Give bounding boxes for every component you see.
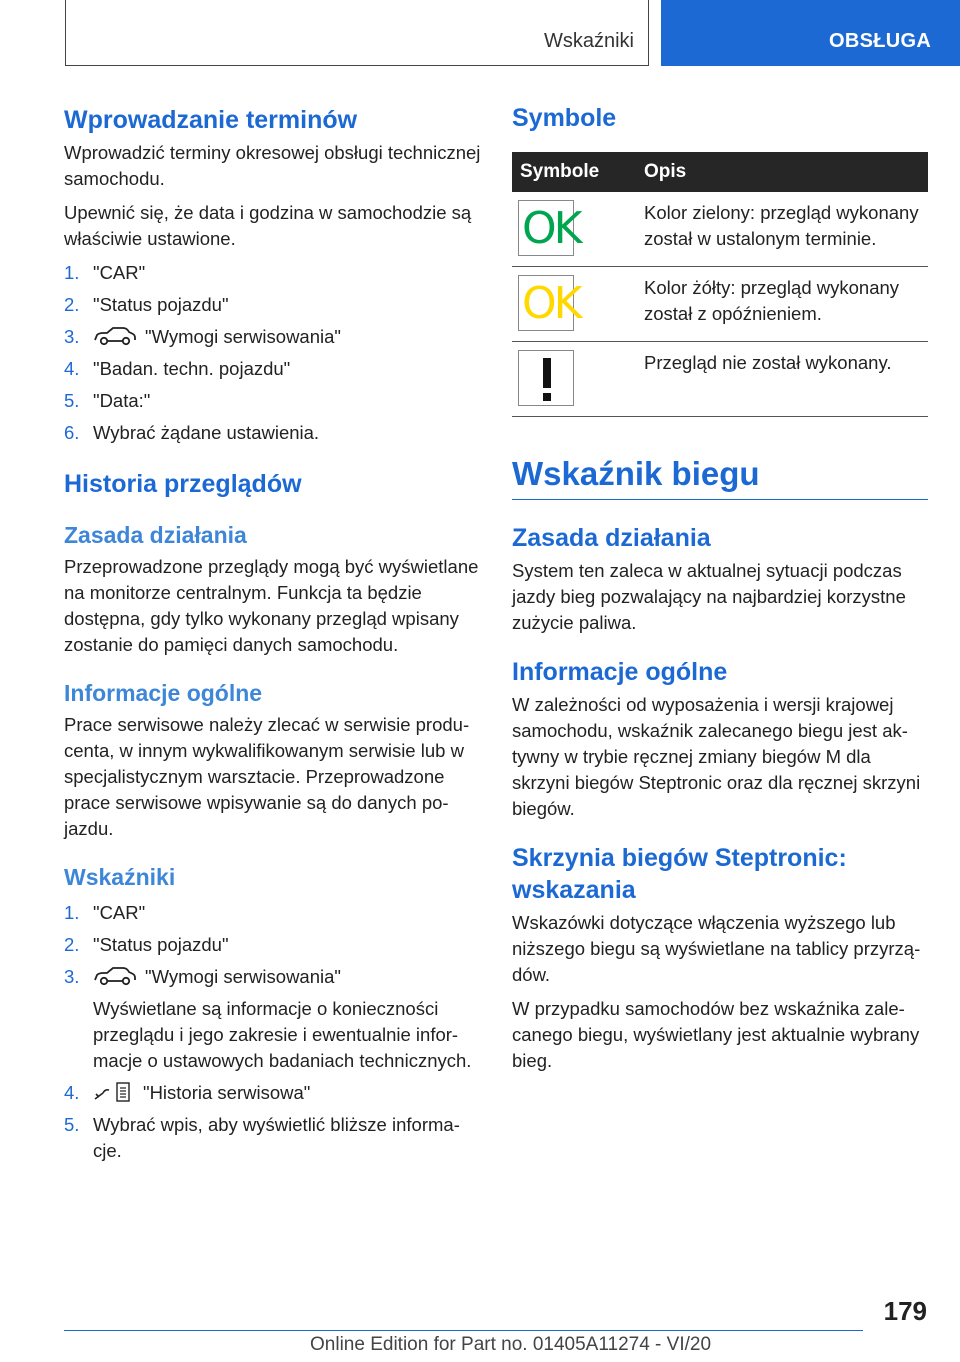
table-cell-desc: Przegląd nie został wykonany. xyxy=(636,342,928,417)
footer-edition: Online Edition for Part no. 01405A11274 - VI/20 xyxy=(310,1334,712,1355)
heading-symbole: Symbole xyxy=(512,104,617,132)
header-chapter-box xyxy=(661,0,960,66)
table-cell-desc: Kolor zielony: przegląd wykonany został w ustalonym terminie. xyxy=(636,192,928,267)
list-item: 3. "Wymogi serwisowania" Wyświetlane są informacje o konieczności przeglądu i jego zakresie i ewentualnie informacje o ustawowych badaniach technicznych. xyxy=(64,964,482,1074)
table-header-opis: Opis xyxy=(636,152,928,192)
heading-historia: Historia przeglądów xyxy=(64,470,302,498)
paragraph-wprowadzanie-1: Wprowadzić terminy okresowej obsługi technicznej samochodu. xyxy=(64,142,481,189)
car-icon xyxy=(93,966,137,986)
paragraph-skrzynia-2: W przypadku samochodów bez wskaźnika zalecanego biegu, wyświetlany jest aktualnie wybrany bieg. xyxy=(512,998,920,1071)
list-item: 4. "Historia serwisowa" xyxy=(64,1082,311,1103)
paragraph-zasada-biegu: System ten zaleca w aktualnej sytuacji podczas jazdy bieg pozwalający na najbardziej korzystne zużycie paliwa. xyxy=(512,560,906,633)
paragraph-skrzynia-1: Wskazówki dotyczące włączenia wyższego lub niższego biegu są wyświetlane na tablicy przyrządów. xyxy=(512,912,921,985)
list-item: 4. "Badan. techn. pojazdu" xyxy=(64,358,291,379)
paragraph-informacje: Prace serwisowe należy zlecać w serwisie producenta, w innym wykwalifikowanym serwisie lub w specjalistycznym warsztacie. Przeprowadzone prace serwisowe wpisywanie są do danych pojazdu. xyxy=(64,714,470,839)
steps-list-2 xyxy=(64,900,482,1164)
footer-divider xyxy=(64,1330,863,1331)
paragraph-informacje-biegu: W zależności od wyposażenia i wersji krajowej samochodu, wskaźnik zalecanego biegu jest aktywny w trybie ręcznej zmiany biegów M dla skrzyni biegów Steptronic oraz dla ręcznej skrzyni biegów. xyxy=(512,694,921,819)
list-item: 5. Wybrać wpis, aby wyświetlić bliższe informacje. xyxy=(64,1114,460,1161)
paragraph-wprowadzanie-2: Upewnić się, że data i godzina w samochodzie są właściwie ustawione. xyxy=(64,202,472,249)
heading-wskazniki: Wskaźniki xyxy=(64,864,176,890)
header-section-title: Wskaźniki xyxy=(543,30,634,52)
table-row xyxy=(512,267,928,342)
exclamation-icon xyxy=(518,350,574,406)
table-row xyxy=(512,342,928,417)
heading-informacje-biegu: Informacje ogólne xyxy=(512,658,728,686)
heading-zasada: Zasada działania xyxy=(64,522,247,548)
car-icon xyxy=(93,326,137,346)
heading-wprowadzanie: Wprowadzanie terminów xyxy=(64,106,358,134)
header-section-box xyxy=(65,0,649,66)
heading-underline xyxy=(512,499,928,500)
list-item: 3. "Wymogi serwisowania" xyxy=(64,326,341,347)
list-item: 6. Wybrać żądane ustawienia. xyxy=(64,422,320,443)
list-item: 1. "CAR" xyxy=(64,262,146,283)
ok-yellow-icon: OK xyxy=(518,275,574,331)
list-item-subtext: Wyświetlane są informacje o konieczności przeglądu i jego zakresie i ewentualnie informacje o ustawowych badaniach technicznych. xyxy=(93,998,472,1071)
list-item: 1. "CAR" xyxy=(64,902,146,923)
paragraph-zasada: Przeprowadzone przeglądy mogą być wyświetlane na monitorze centralnym. Funkcja ta będzie dostępna, gdy tylko wykonany przegląd wpisany zostanie do pamięci danych samochodu. xyxy=(64,556,479,655)
list-item: 2. "Status pojazdu" xyxy=(64,294,229,315)
service-history-icon xyxy=(93,1081,133,1103)
ok-green-icon: OK xyxy=(518,200,574,256)
list-item: 2. "Status pojazdu" xyxy=(64,934,229,955)
page-number: 179 xyxy=(883,1296,927,1326)
heading-wskaznik-biegu: Wskaźnik biegu xyxy=(512,455,760,492)
left-column xyxy=(64,100,482,1170)
heading-skrzynia: Skrzynia biegów Steptronic: wskazania xyxy=(512,844,847,904)
table-cell-desc: Kolor żółty: przegląd wykonany został z opóźnieniem. xyxy=(636,267,928,342)
header-chapter-title: OBSŁUGA xyxy=(829,30,932,52)
heading-zasada-biegu: Zasada działania xyxy=(512,524,711,552)
heading-informacje: Informacje ogólne xyxy=(64,680,263,706)
list-item: 5. "Data:" xyxy=(64,390,151,411)
table-row xyxy=(512,192,928,267)
symbols-table xyxy=(512,152,928,417)
steps-list-1 xyxy=(64,260,482,446)
right-column xyxy=(512,100,928,1074)
table-header-symbole: Symbole xyxy=(512,152,636,192)
